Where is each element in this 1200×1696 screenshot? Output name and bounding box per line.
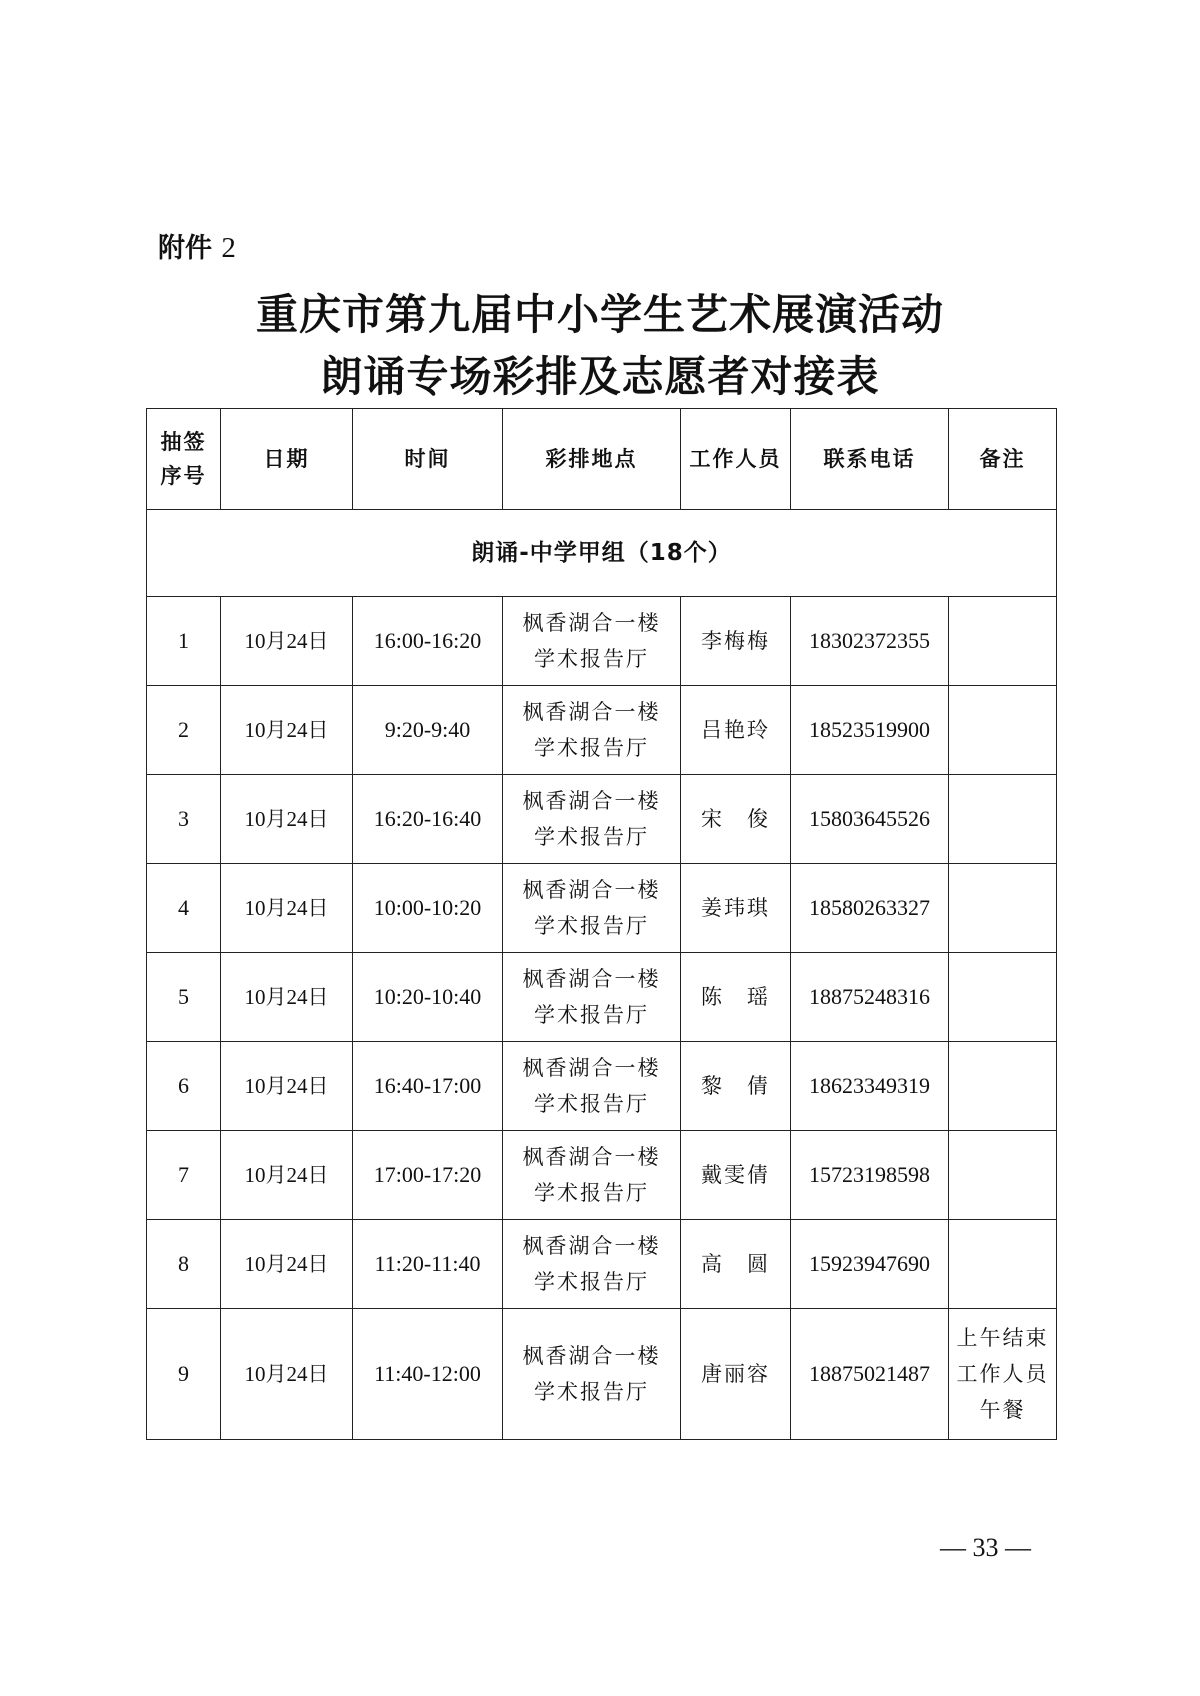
cell-date: 10月24日 <box>221 597 353 686</box>
cell-time: 16:00-16:20 <box>353 597 503 686</box>
cell-phone: 15723198598 <box>791 1131 949 1220</box>
table-row <box>147 1220 1057 1309</box>
cell-phone: 15803645526 <box>791 775 949 864</box>
cell-venue: 枫香湖合一楼 学术报告厅 <box>503 1131 681 1220</box>
table-row <box>147 597 1057 686</box>
cell-phone: 18302372355 <box>791 597 949 686</box>
cell-date: 10月24日 <box>221 953 353 1042</box>
attachment-label <box>158 226 236 265</box>
group-row <box>147 510 1057 597</box>
page-number: — 33 — <box>940 1533 1031 1562</box>
cell-staff: 戴雯倩 <box>681 1131 791 1220</box>
cell-draw-number: 4 <box>147 864 221 953</box>
cell-date: 10月24日 <box>221 1220 353 1309</box>
cell-venue: 枫香湖合一楼 学术报告厅 <box>503 1042 681 1131</box>
cell-draw-number: 1 <box>147 597 221 686</box>
cell-phone: 18875248316 <box>791 953 949 1042</box>
cell-staff: 李梅梅 <box>681 597 791 686</box>
group-title: 朗诵-中学甲组（18个） <box>147 510 1057 597</box>
cell-staff: 黎 倩 <box>681 1042 791 1131</box>
cell-remark: 上午结束 工作人员 午餐 <box>949 1309 1057 1440</box>
cell-time: 10:00-10:20 <box>353 864 503 953</box>
cell-remark <box>949 953 1057 1042</box>
cell-draw-number: 7 <box>147 1131 221 1220</box>
header-phone: 联系电话 <box>791 409 949 510</box>
table-row <box>147 686 1057 775</box>
cell-time: 17:00-17:20 <box>353 1131 503 1220</box>
header-staff: 工作人员 <box>681 409 791 510</box>
cell-date: 10月24日 <box>221 686 353 775</box>
header-remark: 备注 <box>949 409 1057 510</box>
cell-venue: 枫香湖合一楼 学术报告厅 <box>503 686 681 775</box>
cell-remark <box>949 1042 1057 1131</box>
cell-venue: 枫香湖合一楼 学术报告厅 <box>503 864 681 953</box>
cell-date: 10月24日 <box>221 1131 353 1220</box>
cell-staff: 吕艳玲 <box>681 686 791 775</box>
cell-date: 10月24日 <box>221 1042 353 1131</box>
header-date: 日期 <box>221 409 353 510</box>
cell-date: 10月24日 <box>221 1309 353 1440</box>
cell-remark <box>949 1131 1057 1220</box>
cell-remark <box>949 864 1057 953</box>
cell-staff: 姜玮琪 <box>681 864 791 953</box>
cell-time: 11:40-12:00 <box>353 1309 503 1440</box>
cell-phone: 18875021487 <box>791 1309 949 1440</box>
cell-draw-number: 8 <box>147 1220 221 1309</box>
cell-phone: 18623349319 <box>791 1042 949 1131</box>
cell-phone: 18523519900 <box>791 686 949 775</box>
cell-time: 16:40-17:00 <box>353 1042 503 1131</box>
cell-remark <box>949 1220 1057 1309</box>
cell-date: 10月24日 <box>221 864 353 953</box>
header-venue: 彩排地点 <box>503 409 681 510</box>
table-row <box>147 864 1057 953</box>
cell-venue: 枫香湖合一楼 学术报告厅 <box>503 597 681 686</box>
cell-time: 10:20-10:40 <box>353 953 503 1042</box>
cell-remark <box>949 597 1057 686</box>
cell-staff: 唐丽容 <box>681 1309 791 1440</box>
cell-draw-number: 3 <box>147 775 221 864</box>
document-title-line2: 朗诵专场彩排及志愿者对接表 <box>320 352 880 401</box>
header-time: 时间 <box>353 409 503 510</box>
attachment-label-text: 附件 <box>158 233 212 264</box>
cell-draw-number: 6 <box>147 1042 221 1131</box>
cell-draw-number: 9 <box>147 1309 221 1440</box>
table-row <box>147 1131 1057 1220</box>
table-header-row <box>147 409 1057 510</box>
cell-venue: 枫香湖合一楼 学术报告厅 <box>503 1220 681 1309</box>
cell-time: 16:20-16:40 <box>353 775 503 864</box>
table-row <box>147 775 1057 864</box>
attachment-number: 2 <box>221 232 236 264</box>
cell-time: 11:20-11:40 <box>353 1220 503 1309</box>
table-row <box>147 953 1057 1042</box>
cell-remark <box>949 686 1057 775</box>
cell-date: 10月24日 <box>221 775 353 864</box>
header-draw-number: 抽签 序号 <box>147 409 221 510</box>
table-row <box>147 1309 1057 1440</box>
cell-remark <box>949 775 1057 864</box>
cell-staff: 陈 瑶 <box>681 953 791 1042</box>
cell-venue: 枫香湖合一楼 学术报告厅 <box>503 953 681 1042</box>
table-row <box>147 1042 1057 1131</box>
cell-venue: 枫香湖合一楼 学术报告厅 <box>503 1309 681 1440</box>
schedule-table <box>146 408 1057 1440</box>
cell-time: 9:20-9:40 <box>353 686 503 775</box>
cell-phone: 15923947690 <box>791 1220 949 1309</box>
document-title-line1: 重庆市第九届中小学生艺术展演活动 <box>255 290 944 339</box>
cell-draw-number: 5 <box>147 953 221 1042</box>
cell-phone: 18580263327 <box>791 864 949 953</box>
cell-draw-number: 2 <box>147 686 221 775</box>
cell-staff: 宋 俊 <box>681 775 791 864</box>
cell-venue: 枫香湖合一楼 学术报告厅 <box>503 775 681 864</box>
cell-staff: 高 圆 <box>681 1220 791 1309</box>
